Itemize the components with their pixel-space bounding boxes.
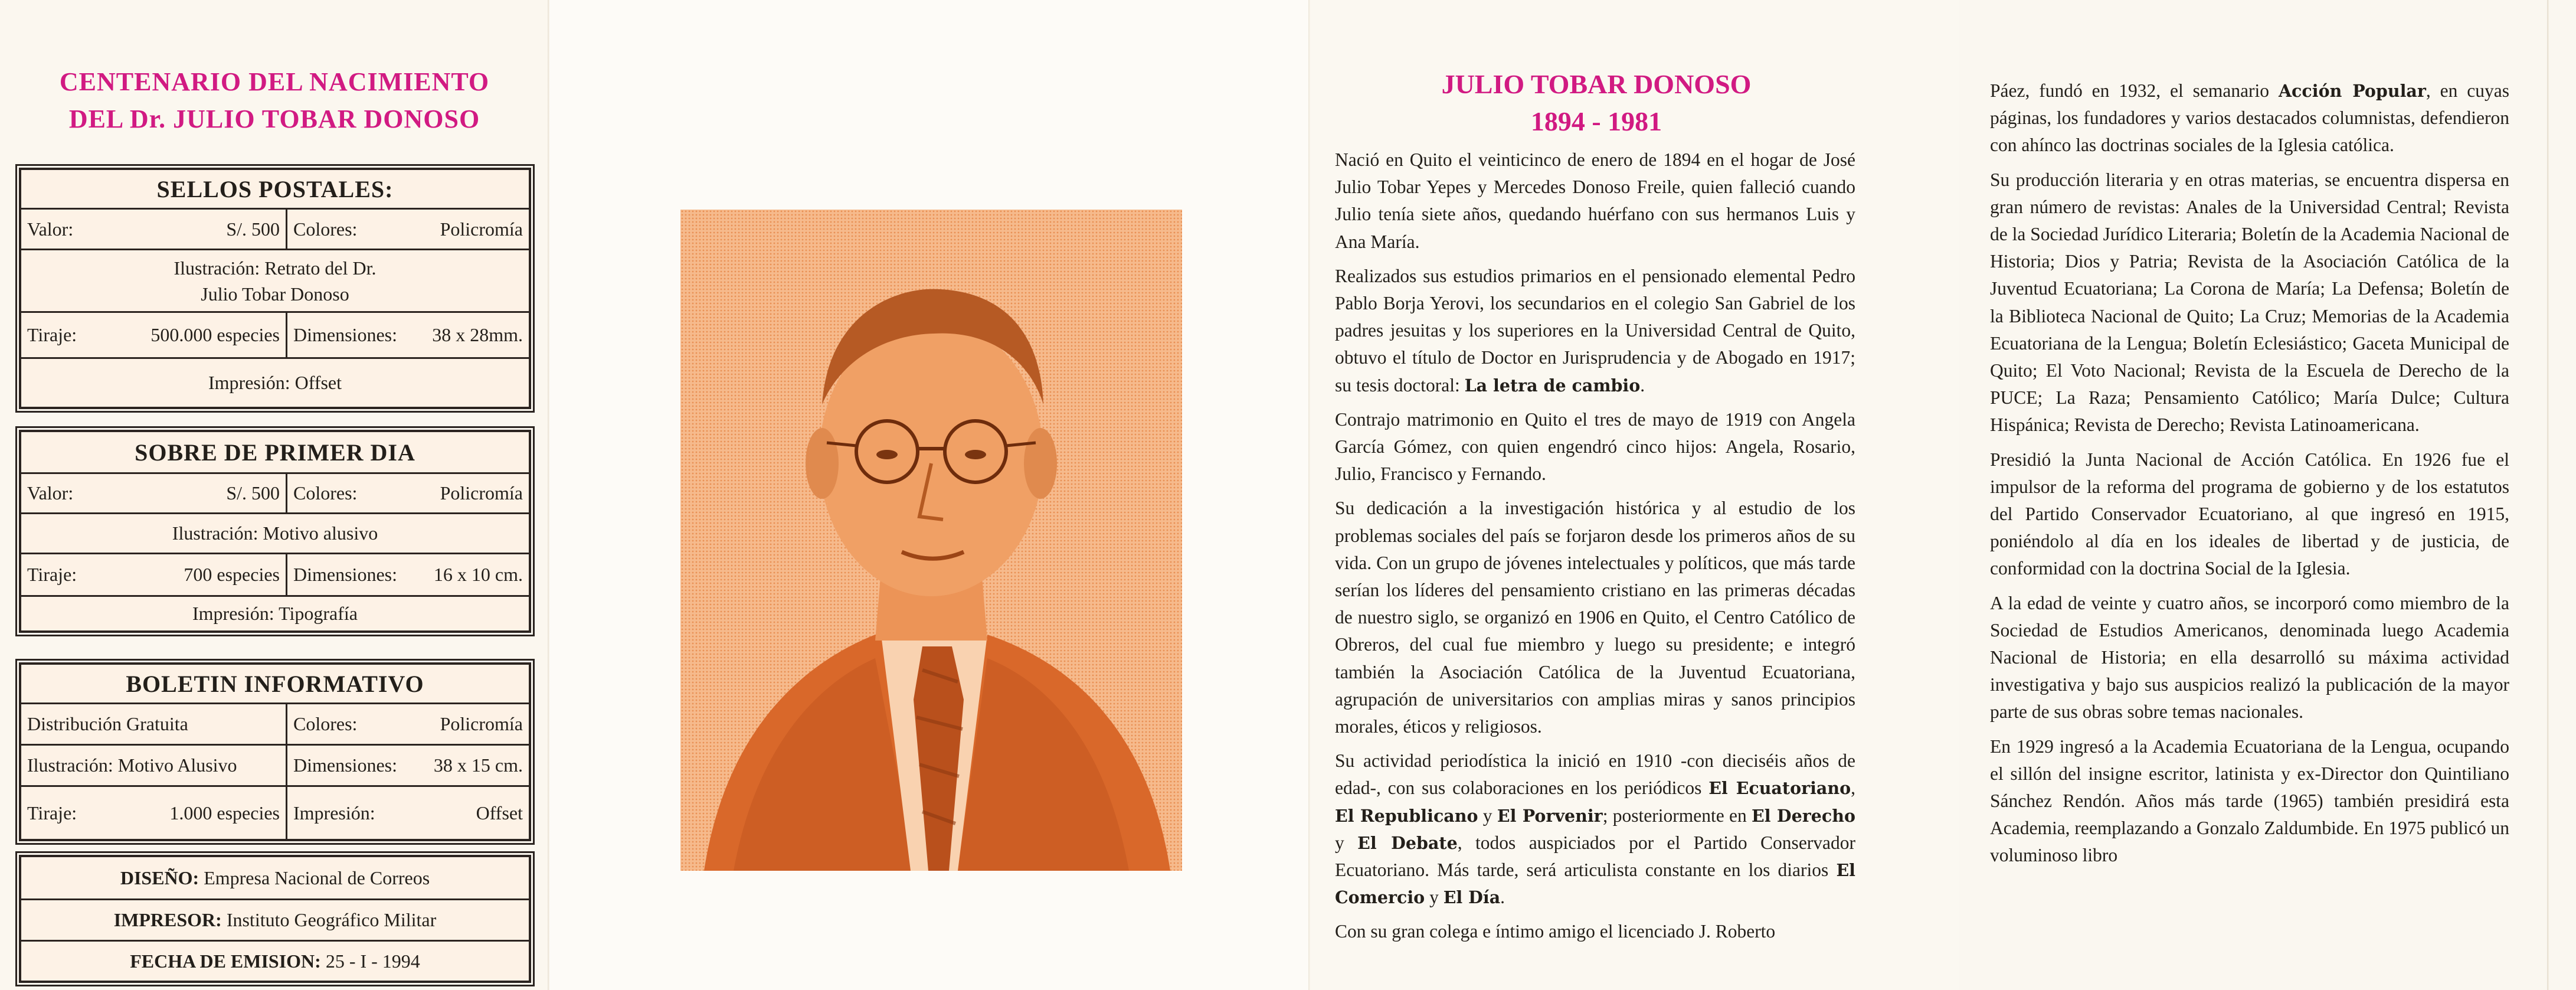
text-span: y: [1425, 887, 1444, 908]
biography-title: JULIO TOBAR DONOSO: [1441, 69, 1752, 99]
text-span: A la edad de veinte y cuatro años, se incorporó como miembro de la Sociedad de Estudios Americanos, denominada luego Academia Nacional de Historia; en ella desarrolló su máxima actividad investigativa y bajo sus auspicios realizó la publicación de la mayor parte de sus obras sobre temas nacionales.: [1990, 592, 2509, 723]
text-span: Su producción literaria y en otras materias, se encuentra dispersa en gran número de revistas: Anales de la Universidad Central; Revista de la Sociedad Jurídico Literaria; Boletín de la Academia Nacional de Historia; Dios y Patria; Revista de la Asociación Católica de la Juventud Ecuatoriana; La Corona de María; La Defensa; Boletín de la Biblioteca Nacional de Quito; La Cruz; Memorias de la Academia Ecuatoriana de la Lengua; Boletín Eclesiástico; Gaceta Municipal de Quito; El Voto Nacional; Revista de la Escuela de Derecho de la PUCE; La Raza; Pensamiento Católico; María Dulce; Cultura Hispánica; Revista de Derecho; Revista Latinoamericana.: [1990, 169, 2509, 436]
dimensiones-label: Dimensiones:: [286, 746, 411, 785]
paragraph: [1335, 263, 1855, 399]
paragraph: [1335, 918, 1855, 945]
sobre-primer-dia-table: [19, 430, 531, 633]
table-row: [21, 898, 529, 940]
page-fold: [1308, 0, 1310, 990]
impresor-label: IMPRESOR:: [113, 909, 222, 930]
biography-column-1: [1335, 146, 1855, 953]
bold-text: El Día: [1443, 887, 1501, 908]
fecha-line: [21, 942, 529, 981]
colores-value: Policromía: [440, 218, 523, 240]
table-row: [21, 785, 529, 839]
text-span: y: [1478, 805, 1497, 826]
impresion-value: Impresión: Offset: [208, 372, 342, 393]
bold-text: Acción Popular: [2278, 81, 2426, 101]
dimensiones-value: 38 x 15 cm.: [433, 754, 523, 776]
table-heading-row: [21, 170, 529, 208]
fecha-label: FECHA DE EMISION:: [130, 950, 321, 972]
biography-column-2: [1990, 77, 2509, 877]
bold-text: El Debate: [1357, 832, 1458, 853]
diseno-line: [21, 857, 529, 898]
text-span: Con su gran colega e íntimo amigo el licenciado J. Roberto: [1335, 921, 1776, 942]
colores-label: Colores:: [286, 210, 411, 249]
table-row: [21, 857, 529, 898]
centenary-title-line-2: DEL Dr. JULIO TOBAR DONOSO: [68, 104, 480, 133]
table-row: [21, 553, 529, 595]
text-span: .: [1500, 887, 1505, 908]
paragraph: [1990, 590, 2509, 726]
bold-text: El Republicano: [1335, 805, 1478, 826]
paragraph: [1990, 166, 2509, 439]
ilustracion-cell: [21, 250, 529, 311]
valor-label: Valor:: [27, 218, 74, 240]
centenary-title-line-1: CENTENARIO DEL NACIMIENTO: [59, 67, 490, 96]
paragraph: [1335, 406, 1855, 488]
text-span: , todos auspiciados por el Partido Conservador Ecuatoriano. Más tarde, será articulista constante en los diarios: [1335, 832, 1856, 881]
text-span: .: [1640, 374, 1645, 396]
valor-label: Valor:: [27, 482, 74, 504]
text-span: y: [1335, 832, 1358, 853]
impresor-line: [21, 900, 529, 940]
tiraje-value: 500.000 especies: [150, 324, 280, 345]
table-row: [21, 208, 529, 249]
table-row: [21, 744, 529, 785]
bold-text: La letra de cambio: [1464, 375, 1641, 396]
paragraph: [1335, 747, 1855, 911]
impresion-value: Offset: [476, 802, 523, 824]
dimensiones-label: Dimensiones:: [286, 554, 411, 595]
portrait-illustration: [680, 210, 1182, 871]
diseno-value: Empresa Nacional de Correos: [204, 867, 430, 888]
text-span: Su actividad periodística la inició en 1910 -con dieciséis años de edad-, con sus colaboraciones en los periódicos: [1335, 750, 1855, 799]
bold-text: El Comercio: [1335, 860, 1855, 908]
impresion-label: Impresión:: [286, 787, 411, 839]
paragraph: [1990, 446, 2509, 583]
table-row: [21, 472, 529, 512]
colores-label: Colores:: [286, 704, 411, 744]
table-heading-row: [21, 432, 529, 472]
table-row: [21, 595, 529, 630]
text-span: ,: [1851, 777, 1855, 799]
sellos-postales-table: [19, 168, 531, 409]
biography-years: 1894 - 1981: [1530, 106, 1662, 136]
tiraje-value: 1.000 especies: [169, 802, 280, 824]
sellos-heading: SELLOS POSTALES:: [156, 175, 394, 202]
table-row: [21, 249, 529, 311]
table-row: [21, 703, 529, 744]
credits-table: [19, 855, 531, 983]
fecha-value: 25 - I - 1994: [325, 950, 420, 972]
paragraph: [1335, 146, 1855, 256]
tiraje-value: 700 especies: [184, 564, 280, 585]
paragraph: [1990, 77, 2509, 159]
distribucion-value: Distribución Gratuita: [27, 713, 188, 734]
tiraje-label: Tiraje:: [27, 802, 77, 824]
ilustracion-value: Ilustración: Motivo Alusivo: [27, 754, 237, 776]
ilustracion-line-1: Ilustración: Retrato del Dr.: [174, 257, 377, 279]
page-fold: [548, 0, 549, 990]
text-span: ; posteriormente en: [1602, 805, 1752, 826]
bold-text: El Porvenir: [1497, 805, 1603, 826]
text-span: Nació en Quito el veinticinco de enero de 1894 en el hogar de José Julio Tobar Yepes y Mercedes Donoso Freile, quien falleció cuando Julio tenía siete años, quedando huérfano con sus hermanos Luis y Ana María.: [1335, 149, 1855, 252]
paragraph: [1335, 495, 1855, 740]
ilustracion-value: Ilustración: Motivo alusivo: [172, 522, 378, 544]
text-span: , en cuyas páginas, los fundadores y varios destacados columnistas, defendieron con ahínco las doctrinas sociales de la Iglesia católica.: [1990, 80, 2509, 156]
paragraph: [1990, 733, 2509, 870]
dimensiones-value: 38 x 28mm.: [432, 324, 523, 345]
portrait-photo: [680, 210, 1182, 871]
text-span: En 1929 ingresó a la Academia Ecuatoriana de la Lengua, ocupando el sillón del insigne escritor, latinista y ex-Director don Quintiliano Sánchez Rendón. Años más tarde (1965) también presidirá esta Academia, reemplazando a Gonzalo Zaldumbide. En 1975 publicó un voluminoso libro: [1990, 736, 2509, 866]
colores-label: Colores:: [286, 474, 411, 512]
table-row: [21, 512, 529, 553]
impresion-value: Impresión: Tipografía: [192, 603, 358, 624]
page-fold: [2547, 0, 2549, 990]
tiraje-label: Tiraje:: [27, 564, 77, 585]
colores-value: Policromía: [440, 713, 523, 734]
sobre-heading: SOBRE DE PRIMER DIA: [135, 439, 415, 466]
diseno-label: DISEÑO:: [120, 867, 199, 888]
dimensiones-value: 16 x 10 cm.: [433, 564, 523, 585]
bold-text: El Derecho: [1752, 805, 1856, 826]
dimensiones-label: Dimensiones:: [286, 313, 411, 357]
ilustracion-line-2: Julio Tobar Donoso: [201, 283, 349, 305]
tiraje-label: Tiraje:: [27, 324, 77, 345]
text-span: Contrajo matrimonio en Quito el tres de mayo de 1919 con Angela García Gómez, con quien engendró cinco hijos: Angela, Rosario, Julio, Francisco y Fernando.: [1335, 409, 1855, 485]
text-span: Páez, fundó en 1932, el semanario: [1990, 80, 2279, 101]
impresor-value: Instituto Geográfico Militar: [226, 909, 437, 930]
table-row: [21, 311, 529, 357]
text-span: Realizados sus estudios primarios en el pensionado elemental Pedro Pablo Borja Yerovi, los secundarios en el colegio San Gabriel de los padres jesuitas y los superiores en la Universidad Central de Quito, obtuvo el título de Doctor en Jurisprudencia y de Abogado en 1917; su tesis doctoral:: [1335, 265, 1855, 396]
table-heading-row: [21, 665, 529, 703]
boletin-heading: BOLETIN INFORMATIVO: [126, 670, 424, 697]
boletin-informativo-table: [19, 662, 531, 841]
text-span: Su dedicación a la investigación histórica y al estudio de los problemas sociales del país se forjaron desde los primeros años de su vida. Con un grupo de jóvenes intelectuales y políticos, que más tarde serían los líderes del pensamiento cristiano en las primeras décadas de nuestro siglo, se organizó en 1906 en Quito, el Centro Católico de Obreros, del cual fue miembro y luego su presidente; e integró también la Asociación Católica de la Juventud Ecuatoriana, agrupación de universitarios con amplias miras y sanos principios morales, éticos y religiosos.: [1335, 498, 1855, 737]
valor-value: S/. 500: [226, 482, 280, 504]
valor-value: S/. 500: [226, 218, 280, 240]
bold-text: El Ecuatoriano: [1708, 778, 1851, 799]
colores-value: Policromía: [440, 482, 523, 504]
table-row: [21, 940, 529, 981]
table-row: [21, 357, 529, 407]
text-span: Presidió la Junta Nacional de Acción Católica. En 1926 fue el impulsor de la reforma del programa de gobierno y de los estatutos del Partido Conservador Ecuatoriano, al que ingresó en 1915, poniéndolo al día en los ideales de libertad y de justicia, de conformidad con la doctrina Social de la Iglesia.: [1990, 449, 2509, 579]
